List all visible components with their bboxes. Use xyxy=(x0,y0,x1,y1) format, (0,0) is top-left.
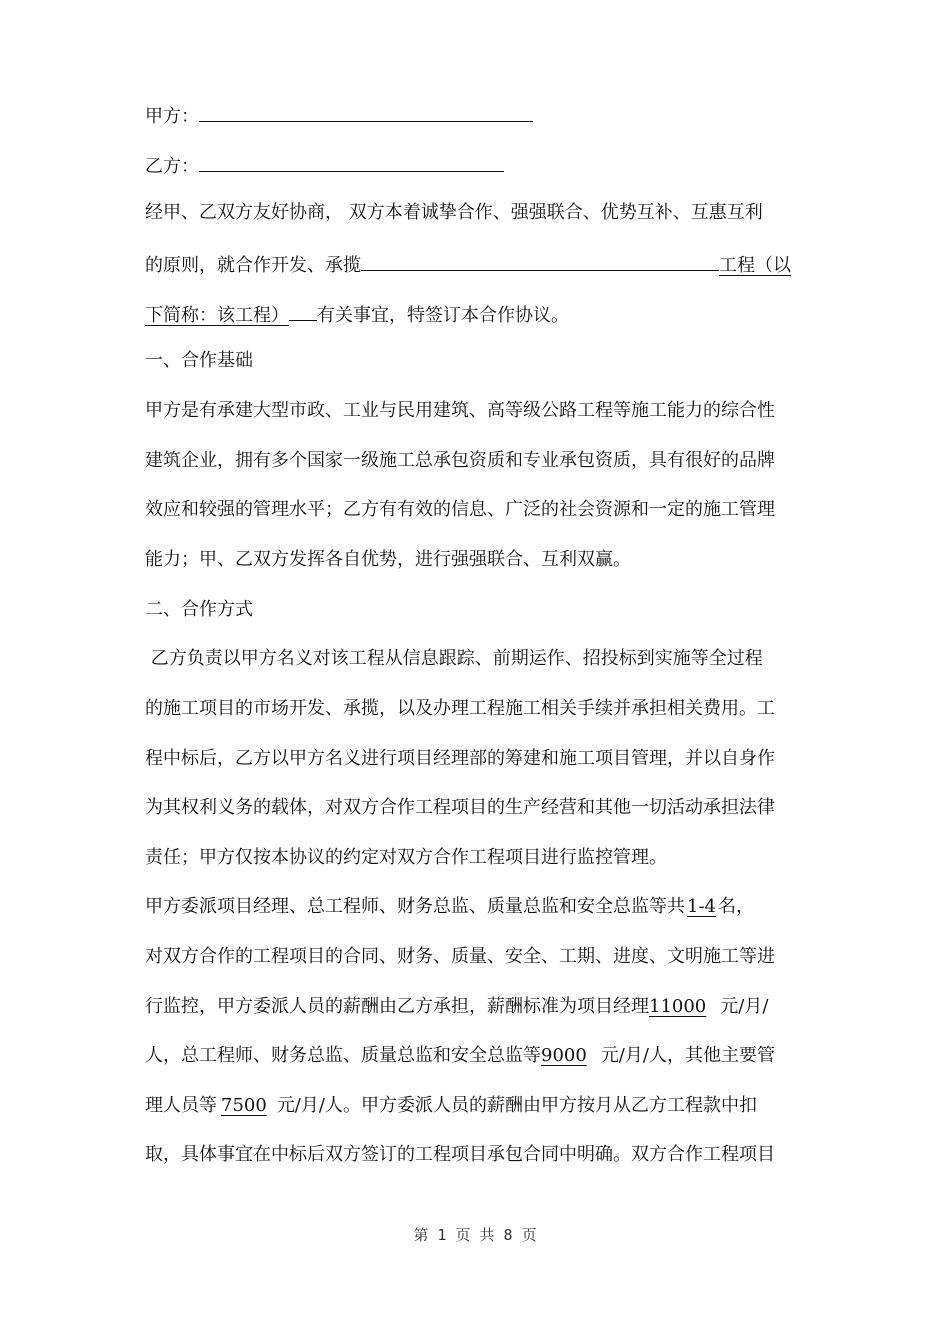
p2-text: 理人员等 xyxy=(145,1095,217,1116)
intro-line-1: 经甲、乙双方友好协商， 双方本着诚挚合作、强强联合、优势互补、互惠互利 xyxy=(145,202,763,223)
party-a-blank xyxy=(199,99,533,122)
section-2-p2-line-3 xyxy=(145,993,768,1021)
section-2-line: 的施工项目的市场开发、承揽，以及办理工程施工相关手续并承担相关费用。工 xyxy=(145,698,775,719)
party-b-label: 乙方： xyxy=(145,156,199,177)
section-2-line: 程中标后，乙方以甲方名义进行项目经理部的筹建和施工项目管理，并以自身作 xyxy=(145,748,775,769)
page-footer: 第 1 页 共 8 页 xyxy=(413,1226,537,1244)
p2-text: 元/月/人。甲方委派人员的薪酬由甲方按月从乙方工程款中扣 xyxy=(276,1095,757,1116)
party-b-blank xyxy=(199,149,504,172)
section-1-line: 效应和较强的管理水平；乙方有有效的信息、广泛的社会资源和一定的施工管理 xyxy=(145,499,775,520)
party-b-line xyxy=(145,149,504,181)
section-2-line: 乙方负责以甲方名义对该工程从信息跟踪、前期运作、招投标到实施等全过程 xyxy=(145,648,763,669)
intro-text: 的原则，就合作开发、承揽 xyxy=(145,255,361,276)
section-1-line: 建筑企业，拥有多个国家一级施工总承包资质和专业承包资质，具有很好的品牌 xyxy=(145,450,775,471)
p2-text: 人，总工程师、财务总监、质量总监和安全总监等 xyxy=(145,1045,541,1066)
project-name-blank xyxy=(361,248,719,271)
salary-pm: 11000 xyxy=(649,996,707,1017)
intro-line-3 xyxy=(145,298,569,330)
section-1-title: 一、合作基础 xyxy=(145,350,253,371)
section-1-line: 甲方是有承建大型市政、工业与民用建筑、高等级公路工程等施工能力的综合性 xyxy=(145,400,775,421)
section-2-p2-line-5 xyxy=(145,1092,757,1120)
intro-text: 有关事宜，特签订本合作协议。 xyxy=(317,305,569,326)
section-2-line: 责任；甲方仅按本协议的约定对双方合作工程项目进行监控管理。 xyxy=(145,847,667,868)
intro-text: 工程（以 xyxy=(719,255,791,276)
staff-count: 1-4 xyxy=(687,896,716,917)
party-a-label: 甲方： xyxy=(145,106,199,127)
section-2-p2-line-2: 对双方合作的工程项目的合同、财务、质量、安全、工期、进度、文明施工等进 xyxy=(145,946,775,967)
abbrev-label: 下简称：该工程） xyxy=(145,305,289,326)
section-2-p2-line-6: 取，具体事宜在中标后双方签订的工程项目承包合同中明确。双方合作工程项目 xyxy=(145,1144,775,1165)
salary-staff: 7500 xyxy=(221,1095,267,1116)
p2-text: 名， xyxy=(718,896,754,917)
p2-text: 甲方委派项目经理、总工程师、财务总监、质量总监和安全总监等共 xyxy=(145,896,685,917)
intro-line-2 xyxy=(145,248,791,280)
section-2-p2-line-4 xyxy=(145,1042,775,1070)
p2-text: 行监控，甲方委派人员的薪酬由乙方承担，薪酬标准为项目经理 xyxy=(145,996,649,1017)
p2-text: 元/月/ xyxy=(720,996,769,1017)
section-1-line: 能力；甲、乙双方发挥各自优势，进行强强联合、互利双赢。 xyxy=(145,549,631,570)
salary-director: 9000 xyxy=(541,1045,587,1066)
party-a-line xyxy=(145,99,533,131)
section-2-title: 二、合作方式 xyxy=(145,599,253,620)
p2-text: 元/月/人，其他主要管 xyxy=(600,1045,775,1066)
section-2-p2-line-1 xyxy=(145,893,754,921)
section-2-line: 为其权利义务的载体，对双方合作工程项目的生产经营和其他一切活动承担法律 xyxy=(145,797,775,818)
abbrev-blank xyxy=(289,298,317,321)
